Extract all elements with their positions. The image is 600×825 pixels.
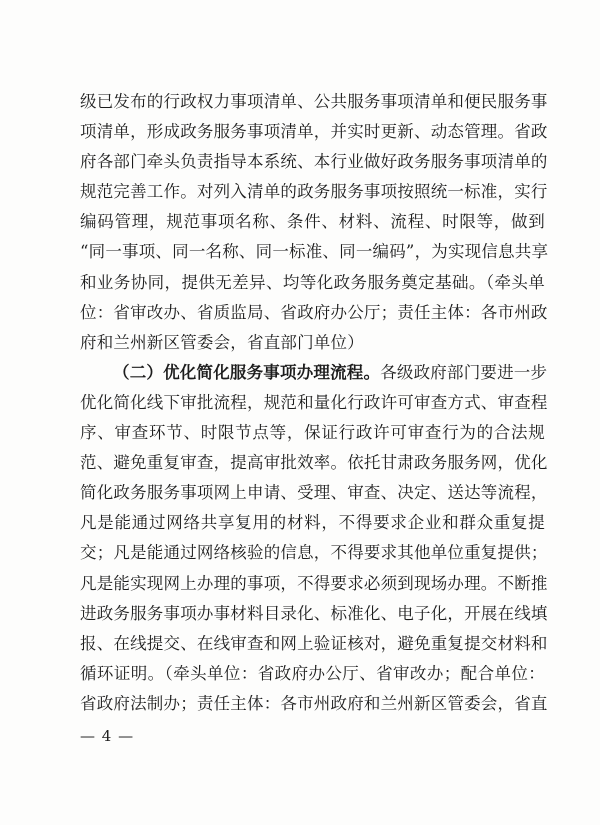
body-line: 府和兰州新区管委会，省直部门单位）: [80, 332, 364, 352]
body-line: 范、避免重复审查，提高审批效率。依托甘肃政务服务网，优化: [80, 453, 548, 473]
body-line: 规范完善工作。对列入清单的政务服务事项按照统一标准，实行: [80, 182, 548, 202]
section-heading-rest: 各级政府部门要进一步: [380, 362, 548, 382]
body-line: “同一事项、同一名称、同一标准、同一编码”，为实现信息共享: [80, 242, 549, 262]
body-line: 进政务服务事项办事材料目录化、标准化、电子化，开展在线填: [80, 603, 548, 623]
document-body: [80, 87, 549, 719]
body-line: 项清单，形成政务服务事项清单，并实时更新、动态管理。省政: [80, 122, 548, 142]
body-line: 凡是能实现网上办理的事项，不得要求必须到现场办理。不断推: [80, 573, 548, 593]
body-line: 和业务协同，提供无差异、均等化政务服务奠定基础。（牵头单: [80, 272, 545, 292]
section-heading: （二）优化简化服务事项办理流程。: [113, 362, 381, 382]
section-heading-line: [80, 358, 548, 388]
body-line: 优化简化线下审批流程，规范和量化行政许可审查方式、审查程: [80, 392, 548, 412]
body-line: 位：省审改办、省质监局、省政府办公厅；责任主体：各市州政: [80, 302, 548, 322]
body-line: 府各部门牵头负责指导本系统、本行业做好政务服务事项清单的: [80, 152, 548, 172]
body-line: 交；凡是能通过网络核验的信息，不得要求其他单位重复提供；: [80, 543, 548, 563]
body-line: 序、审查环节、时限节点等，保证行政许可审查行为的合法规: [80, 423, 545, 443]
body-line: 级已发布的行政权力事项清单、公共服务事项清单和便民服务事: [80, 92, 548, 111]
page-number: — 4 —: [80, 727, 135, 745]
body-line: 简化政务服务事项网上申请、受理、审查、决定、送达等流程，: [80, 483, 548, 503]
body-line: 编码管理，规范事项名称、条件、材料、流程、时限等，做到: [80, 212, 545, 232]
body-line: 循环证明。（牵头单位：省政府办公厅、省审改办；配合单位：: [80, 663, 545, 683]
body-line: 凡是能通过网络共享复用的材料，不得要求企业和群众重复提: [80, 513, 545, 533]
body-line: 报、在线提交、在线审查和网上验证核对，避免重复提交材料和: [80, 633, 548, 653]
body-line: 省政府法制办；责任主体：各市州政府和兰州新区管委会，省直: [80, 693, 548, 713]
